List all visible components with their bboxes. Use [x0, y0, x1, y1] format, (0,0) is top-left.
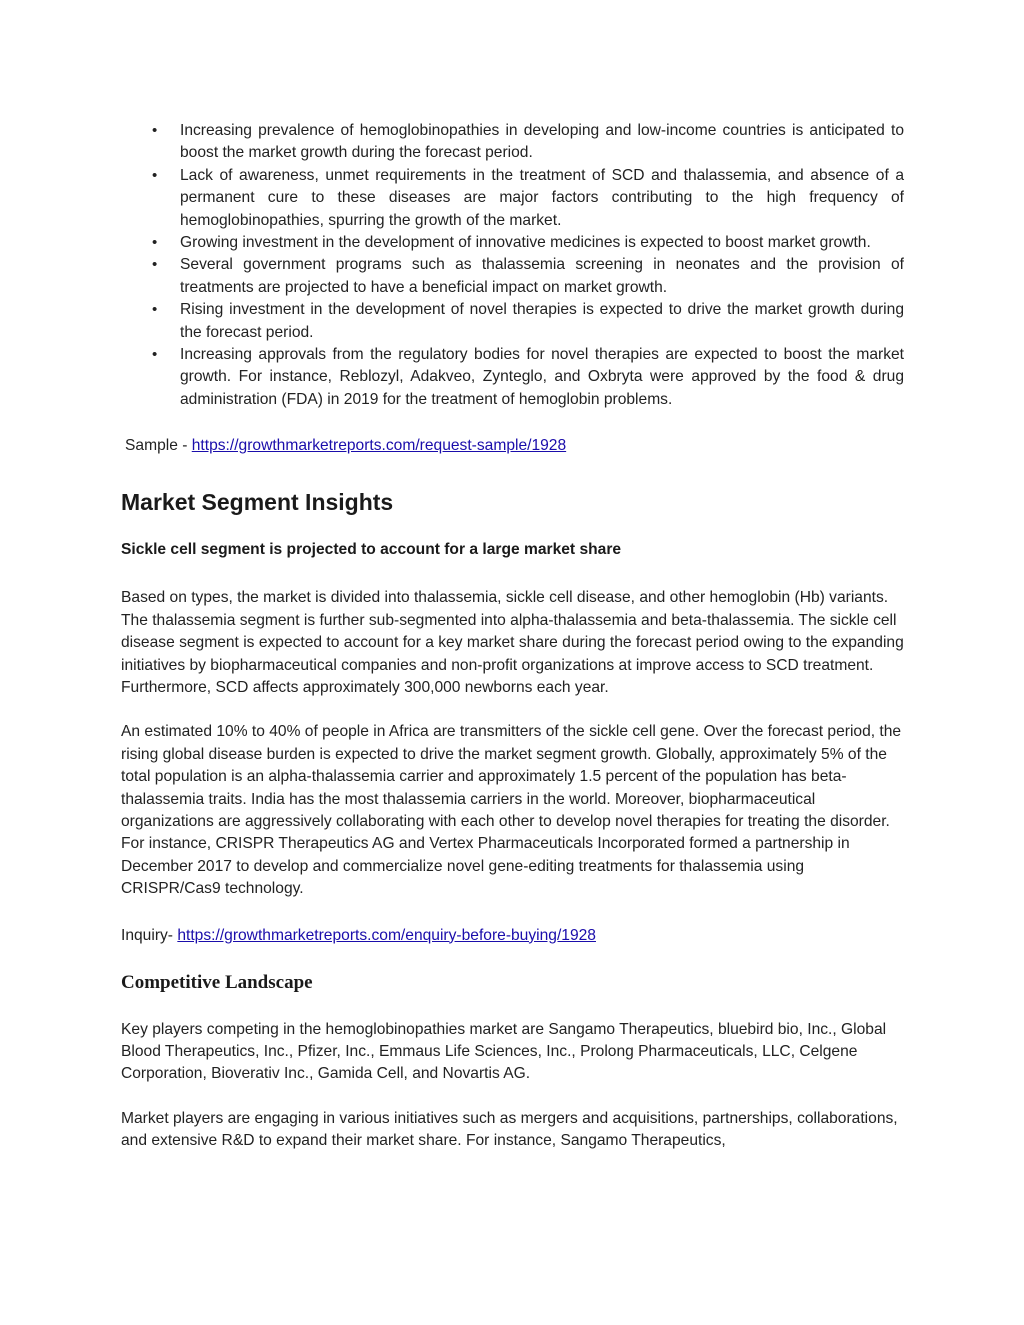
bullet-text: Increasing approvals from the regulatory bodies for novel therapies are expected to boost the market growth. For instance, Reblozyl, Adakveo, Zynteglo, and Oxbryta were approved by the food & drug administration (FDA) in 2019 for the treatment of hemoglobin problems. — [180, 346, 904, 408]
bullet-text: Rising investment in the development of novel therapies is expected to drive the market growth during the forecast period. — [180, 301, 904, 341]
document-page — [121, 120, 904, 1153]
competitive-paragraph-1: Key players competing in the hemoglobinopathies market are Sangamo Therapeutics, bluebird bio, Inc., Global Blood Therapeutics, Inc., Pfizer, Inc., Emmaus Life Sciences, Inc., Prolong Pharmaceuticals, LLC, Celgene Corporation, Bioverativ Inc., Gamida Cell, and Novartis AG. — [121, 1020, 887, 1083]
bullet-icon: • — [152, 256, 158, 274]
bullet-text: Several government programs such as thalassemia screening in neonates and the provision of treatments are projected to have a beneficial impact on market growth. — [180, 256, 904, 296]
bullet-item — [121, 232, 904, 254]
bullet-text: Growing investment in the development of innovative medicines is expected to boost market growth. — [180, 234, 871, 252]
inquiry-link[interactable]: https://growthmarketreports.com/enquiry-before-buying/1928 — [177, 926, 596, 944]
bullet-item — [121, 299, 904, 344]
bullet-icon: • — [152, 166, 158, 184]
sample-label: Sample - — [125, 437, 192, 455]
segment-paragraph-1: Based on types, the market is divided into thalassemia, sickle cell disease, and other hemoglobin (Hb) variants. The thalassemia segment is further sub-segmented into alpha-thalassemia and beta-thalassemia. The sickle cell disease segment is expected to account for a key market share during the forecast period owing to the expanding initiatives by biopharmaceutical companies and non-profit organizations at improve access to SCD treatment. Furthermore, SCD affects approximately 300,000 newborns each year. — [121, 589, 904, 696]
segment-subheading: Sickle cell segment is projected to account for a large market share — [121, 541, 622, 559]
bullet-icon: • — [152, 122, 158, 139]
market-segment-heading: Market Segment Insights — [121, 489, 394, 516]
bullet-item — [121, 254, 904, 299]
competitive-landscape-heading: Competitive Landscape — [121, 971, 313, 993]
bullet-text: Lack of awareness, unmet requirements in the treatment of SCD and thalassemia, and absence of a permanent cure to these diseases are major factors contributing to the high frequency of hemoglobinopathies, spurring the growth of the market. — [180, 166, 904, 229]
bullet-text: Increasing prevalence of hemoglobinopathies in developing and low-income countries is anticipated to boost the market growth during the forecast period. — [180, 122, 904, 162]
competitive-paragraph-2: Market players are engaging in various initiatives such as mergers and acquisitions, partnerships, collaborations, and extensive R&D to expand their market share. For instance, Sangamo Therapeutics, — [121, 1109, 898, 1150]
bullet-icon: • — [152, 346, 158, 364]
bullet-icon: • — [152, 234, 158, 252]
bullet-item — [121, 120, 904, 165]
bullet-list — [121, 120, 904, 411]
sample-line — [121, 435, 904, 457]
segment-paragraph-2: An estimated 10% to 40% of people in Africa are transmitters of the sickle cell gene. Over the forecast period, the rising global disease burden is expected to drive the market segment growth. Globally, approximately 5% of the total population is an alpha-thalassemia carrier and approximately 1.5 percent of the population has beta-thalassemia traits. India has the most thalassemia carriers in the world. Moreover, biopharmaceutical organizations are aggressively collaborating with each other to develop novel therapies for treating the disorder. For instance, CRISPR Therapeutics AG and Vertex Pharmaceuticals Incorporated formed a partnership in December 2017 to develop and commercialize novel gene-editing treatments for thalassemia using CRISPR/Cas9 technology. — [121, 723, 902, 898]
bullet-icon: • — [152, 301, 158, 319]
bullet-item — [121, 165, 904, 232]
sample-link[interactable]: https://growthmarketreports.com/request-sample/1928 — [191, 437, 567, 455]
inquiry-label: Inquiry- — [121, 926, 178, 944]
bullet-item — [121, 344, 904, 411]
inquiry-line — [121, 925, 904, 947]
